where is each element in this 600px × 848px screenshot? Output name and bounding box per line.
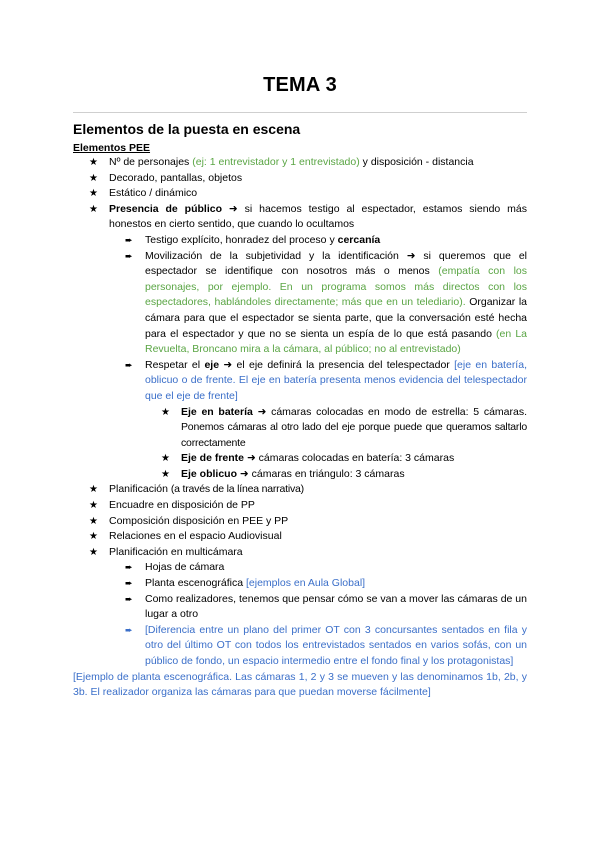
star-icon: ★	[161, 406, 170, 418]
item-text: Encuadre en disposición de PP	[109, 499, 255, 512]
item-text: Respetar el	[145, 358, 201, 371]
list-item	[73, 405, 527, 452]
star-icon: ★	[89, 172, 98, 184]
item-text: cámaras en triángulo: 3 cámaras	[251, 467, 405, 480]
list-item	[73, 514, 527, 530]
note-green: (en La Revuelta, Broncano mira a la cámara, al público; no al entrevistado)	[145, 327, 527, 356]
note-green: (empatía con los personajes, por ejemplo. En un programa somos más directos con los espectadores, hablándoles directamente; más que en un telediario).	[145, 265, 528, 309]
list-item	[73, 482, 527, 498]
note-green: (ej: 1 entrevistador y 1 entrevistado)	[192, 156, 360, 168]
note-blue: [eje en batería, oblicuo o de frente. El eje en batería presenta menos evidencia del telespectador que el eje de frente]	[145, 358, 527, 402]
subsection-heading: Elementos PEE	[73, 142, 151, 154]
item-term: cercanía	[337, 233, 381, 246]
star-icon: ★	[161, 453, 170, 465]
list-item	[73, 233, 527, 249]
star-icon: ★	[89, 531, 98, 543]
star-icon: ★	[89, 157, 98, 168]
arrow-icon: ➨	[125, 250, 133, 261]
item-text: Nº de personajes	[109, 156, 190, 168]
title-divider	[73, 112, 527, 113]
item-term: Eje oblicuo ➜	[181, 467, 249, 480]
list-item	[73, 202, 527, 233]
item-text: Testigo explícito, honradez del proceso y	[145, 233, 335, 246]
outline-list	[73, 155, 527, 701]
item-text: Relaciones en el espacio Audiovisual	[109, 530, 282, 543]
star-icon: ★	[161, 468, 170, 480]
page-title: TEMA 3	[263, 74, 337, 96]
item-text: Composición disposición en PEE y PP	[109, 514, 289, 527]
item-text: Estático / dinámico	[109, 187, 198, 200]
list-item	[73, 186, 527, 202]
item-term: Presencia de público ➜	[109, 202, 238, 215]
list-item	[73, 358, 527, 405]
item-text: y disposición - distancia	[362, 156, 474, 168]
item-text: Hojas de cámara	[145, 561, 225, 574]
item-text: Decorado, pantallas, objetos	[109, 171, 243, 184]
list-item	[73, 467, 527, 483]
item-text: Planificación en multicámara	[109, 545, 243, 558]
list-item	[73, 155, 527, 171]
arrow-icon: ➨	[125, 359, 133, 370]
item-text: Movilización de la subjetividad y la identificación ➜ si queremos que el espectador se identifique con nosotros más o menos	[145, 249, 527, 278]
star-icon: ★	[89, 203, 98, 215]
list-item	[73, 171, 527, 187]
list-item	[73, 529, 527, 545]
item-text: Planta escenográfica	[145, 577, 244, 590]
closing-note	[73, 670, 527, 701]
note-blue: [Diferencia entre un plano del primer OT con 3 concursantes sentados en fila y otro del último OT con todos los entrevistados sentados en varios sofás, con un público de fondo, un espacio intermedio entre el fondo final y los protagonistas]	[145, 623, 527, 667]
list-item	[73, 498, 527, 514]
star-icon: ★	[89, 500, 98, 512]
list-item	[73, 576, 527, 592]
item-text: si hacemos testigo al espectador, estamos siendo más honestos en cierto sentido, que cuando lo ocultamos	[109, 202, 527, 231]
note-blue: [Ejemplo de planta escenográfica. Las cámaras 1, 2 y 3 se mueven y las denominamos 1b, 2b, y 3b. El realizador organiza las cámaras para que puedan moverse fácilmente]	[73, 670, 527, 699]
list-item	[73, 545, 527, 561]
star-icon: ★	[89, 188, 98, 200]
arrow-icon: ➨	[125, 578, 133, 589]
list-item	[73, 592, 527, 623]
section-heading: Elementos de la puesta en escena	[73, 121, 301, 137]
arrow-icon: ➨	[125, 624, 133, 635]
item-text: Organizar la cámara para que el espectador se sienta parte, que la conversación esté hecha para el espectador y que no se sienta un espía de lo que está pasando	[145, 296, 527, 340]
item-text: Planificación	[109, 483, 168, 496]
star-icon: ★	[89, 546, 98, 558]
item-text: cámaras colocadas en modo de estrella: 5 cámaras.	[271, 405, 528, 418]
arrow-icon: ➨	[125, 562, 133, 573]
note-blue: [ejemplos en Aula Global]	[246, 577, 366, 590]
item-term: Eje en batería ➜	[181, 405, 267, 418]
item-text: Ponemos cámaras al otro lado del eje porque puede que queramos saltarlo correctamente	[181, 421, 527, 449]
list-item	[73, 623, 527, 670]
item-text: (a través de la línea narrativa)	[170, 483, 304, 496]
star-icon: ★	[89, 515, 98, 527]
list-item	[73, 451, 527, 467]
arrow-icon: ➨	[125, 234, 133, 245]
list-item	[73, 560, 527, 576]
item-term: eje ➜	[204, 358, 233, 371]
item-term: Eje de frente ➜	[181, 452, 256, 465]
item-text: cámaras colocadas en batería: 3 cámaras	[258, 452, 455, 465]
arrow-icon: ➨	[125, 593, 133, 604]
list-item	[73, 249, 527, 358]
star-icon: ★	[89, 484, 98, 496]
item-text: Como realizadores, tenemos que pensar cómo se van a mover las cámaras de un lugar a otro	[145, 592, 527, 621]
item-text: el eje definirá la presencia del telespectador	[236, 358, 450, 371]
